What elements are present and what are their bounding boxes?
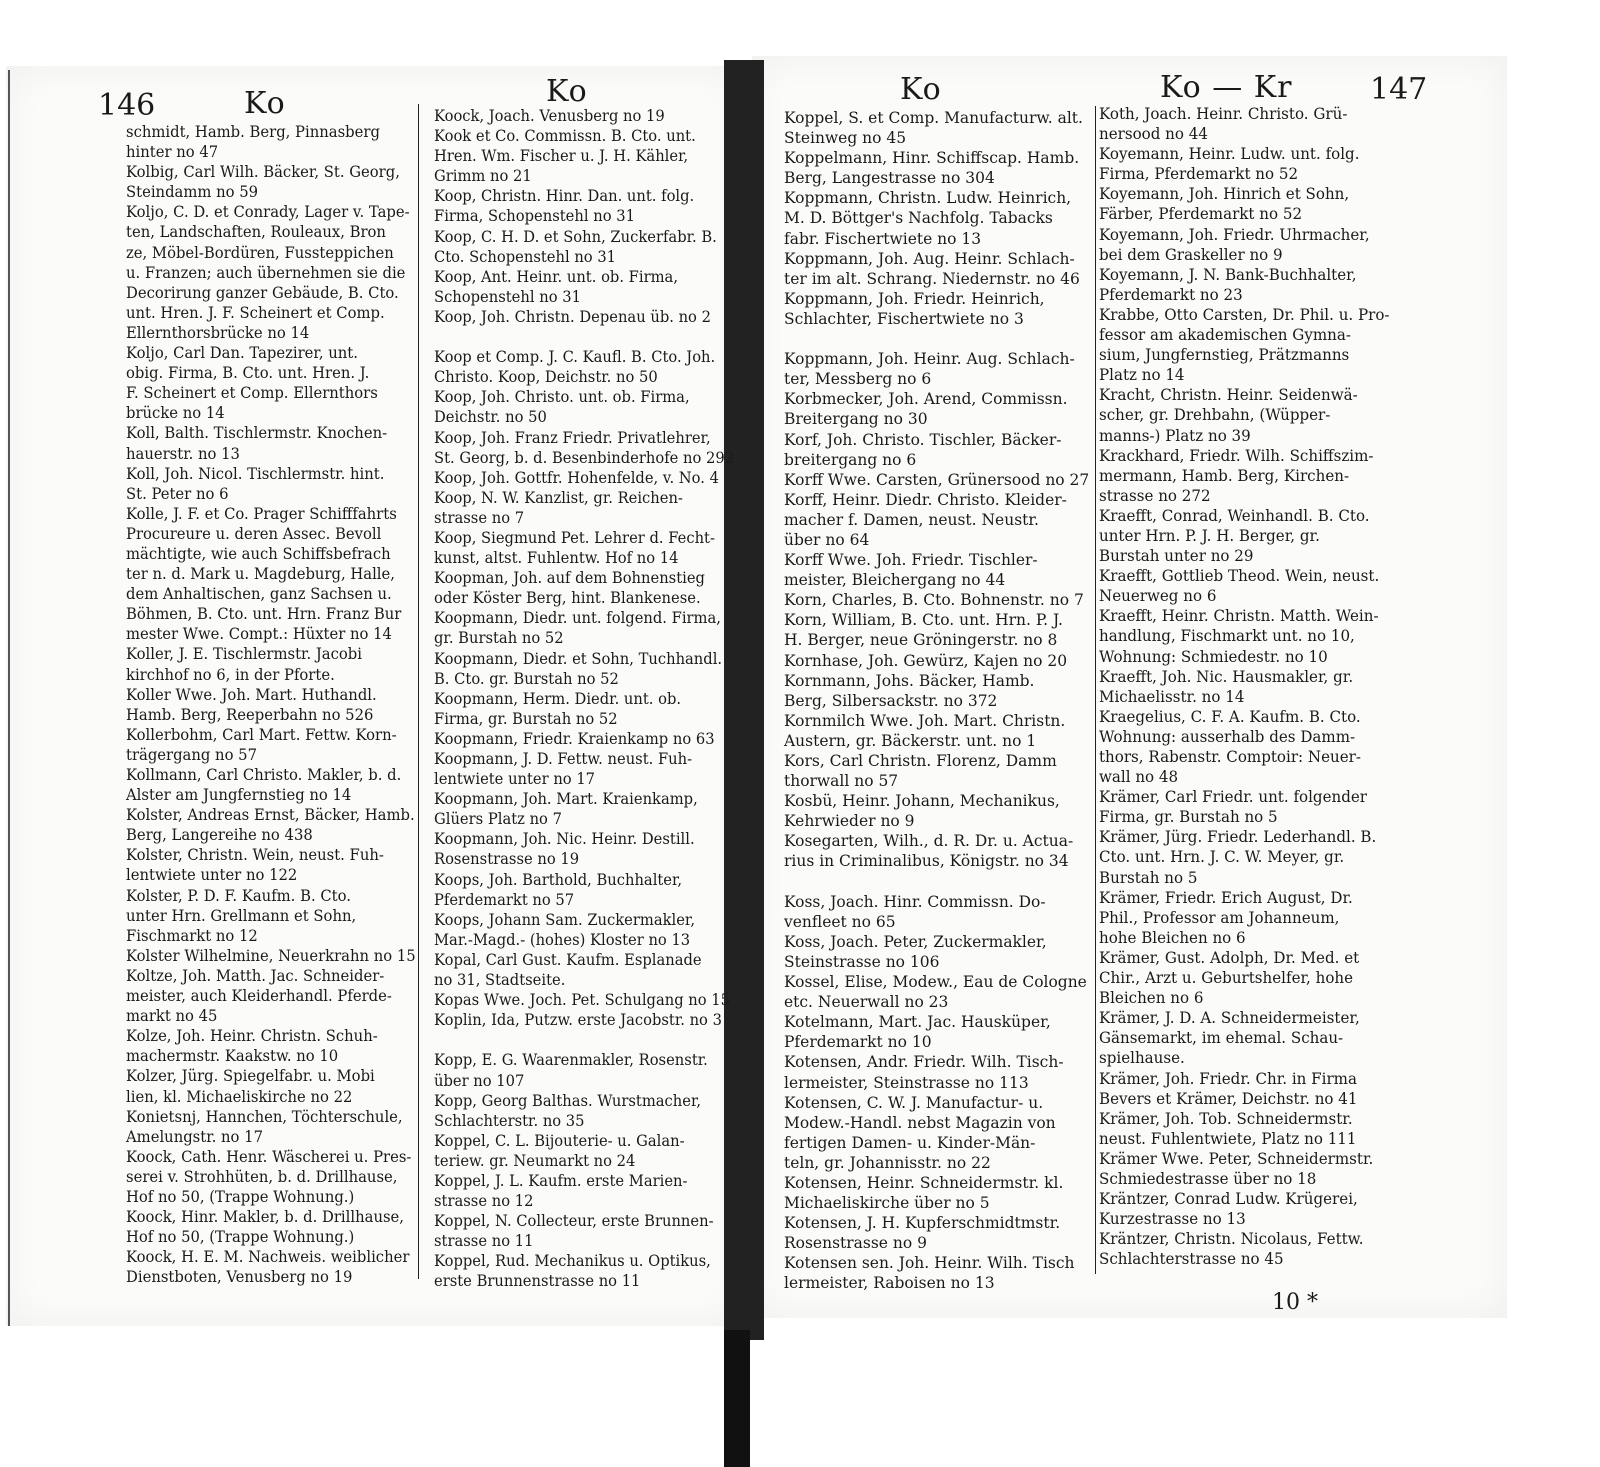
- directory-line: wall no 48: [1099, 768, 1179, 787]
- directory-line: Michaeliskirche über no 5: [784, 1194, 990, 1213]
- directory-line: B. Cto. gr. Burstah no 52: [434, 669, 619, 688]
- running-head-left-col1: Ko: [244, 86, 286, 121]
- directory-line: teriew. gr. Neumarkt no 24: [434, 1151, 636, 1170]
- directory-line: ze, Möbel-Bordüren, Fussteppichen: [126, 243, 394, 262]
- directory-line: Koock, Joach. Venusberg no 19: [434, 107, 665, 125]
- directory-line: Koll, Joh. Nicol. Tischlermstr. hint.: [126, 464, 385, 483]
- directory-line: Koops, Johann Sam. Zuckermakler,: [434, 910, 696, 929]
- directory-line: Koyemann, Heinr. Ludw. unt. folg.: [1099, 145, 1360, 164]
- directory-line: Hof no 50, (Trappe Wohnung.): [126, 1228, 355, 1247]
- directory-line: Koppelmann, Hinr. Schiffscap. Hamb.: [784, 149, 1080, 168]
- directory-line: Koop, Joh. Christo. unt. ob. Firma,: [434, 388, 690, 407]
- directory-line: Kornmilch Wwe. Joh. Mart. Christn.: [784, 711, 1066, 730]
- directory-line: handlung, Fischmarkt unt. no 10,: [1099, 627, 1355, 646]
- directory-line: thors, Rabenstr. Comptoir: Neuer-: [1099, 748, 1361, 766]
- directory-line: gr. Burstah no 52: [434, 629, 564, 648]
- directory-line: Kornhase, Joh. Gewürz, Kajen no 20: [784, 651, 1068, 670]
- directory-line: neust. Fuhlentwiete, Platz no 111: [1099, 1129, 1357, 1148]
- directory-line: trägergang no 57: [126, 745, 258, 764]
- directory-line: schmidt, Hamb. Berg, Pinnasberg: [126, 123, 380, 141]
- directory-line: Koljo, C. D. et Conrady, Lager v. Tape-: [126, 203, 410, 222]
- directory-line: macher f. Damen, neust. Neustr.: [784, 510, 1039, 529]
- directory-line: Kollmann, Carl Christo. Makler, b. d.: [126, 766, 402, 784]
- directory-line: Krämer, Joh. Friedr. Chr. in Firma: [1099, 1069, 1357, 1088]
- directory-line: Färber, Pferdemarkt no 52: [1099, 205, 1303, 224]
- directory-line: Austern, gr. Bäckerstr. unt. no 1: [784, 731, 1037, 750]
- directory-line: lentwiete unter no 122: [126, 866, 298, 885]
- directory-line: Bevers et Krämer, Deichstr. no 41: [1099, 1089, 1358, 1108]
- directory-line: Korff Wwe. Carsten, Grünersood no 27: [784, 470, 1090, 489]
- directory-line: Koll, Balth. Tischlermstr. Knochen-: [126, 424, 388, 443]
- directory-line: Steindamm no 59: [126, 183, 259, 202]
- running-head-right-col1: Ko: [900, 72, 942, 107]
- directory-line: Kosegarten, Wilh., d. R. Dr. u. Actua-: [784, 832, 1074, 851]
- directory-line: Koop, Ant. Heinr. unt. ob. Firma,: [434, 267, 679, 286]
- directory-line: Kolster Wilhelmine, Neuerkrahn no 15: [126, 946, 416, 965]
- directory-line: Kotensen, Heinr. Schneidermstr. kl.: [784, 1173, 1064, 1192]
- directory-line: Firma, gr. Burstah no 5: [1099, 808, 1278, 827]
- directory-line: hinter no 47: [126, 143, 219, 162]
- directory-line: Korn, William, B. Cto. unt. Hrn. P. J.: [784, 611, 1063, 630]
- directory-line: Pferdemarkt no 57: [434, 890, 575, 909]
- directory-line: Kraefft, Gottlieb Theod. Wein, neust.: [1099, 567, 1380, 586]
- directory-line: Hof no 50, (Trappe Wohnung.): [126, 1187, 355, 1206]
- directory-line: fessor am akademischen Gymna-: [1099, 326, 1351, 345]
- directory-line: no 31, Stadtseite.: [434, 971, 566, 990]
- directory-line: Firma, Pferdemarkt no 52: [1099, 165, 1299, 184]
- directory-line: Kotensen, Andr. Friedr. Wilh. Tisch-: [784, 1053, 1064, 1072]
- directory-line: [784, 329, 1089, 349]
- directory-line: manns-) Platz no 39: [1099, 426, 1251, 445]
- directory-line: Kollerbohm, Carl Mart. Fettw. Korn-: [126, 725, 397, 744]
- directory-line: Dienstboten, Venusberg no 19: [126, 1268, 353, 1287]
- directory-line: Koppel, J. L. Kaufm. erste Marien-: [434, 1171, 688, 1190]
- directory-line: fabr. Fischertwiete no 13: [784, 229, 982, 248]
- directory-line: Koplin, Ida, Putzw. erste Jacobstr. no 3: [434, 1011, 722, 1030]
- directory-line: erste Brunnenstrasse no 11: [434, 1272, 641, 1291]
- directory-line: Korf, Joh. Christo. Tischler, Bäcker-: [784, 430, 1062, 449]
- directory-line: Schmiedestrasse über no 18: [1099, 1169, 1317, 1188]
- directory-line: Koss, Joach. Peter, Zuckermakler,: [784, 932, 1047, 951]
- directory-line: Kolster, Andreas Ernst, Bäcker, Hamb.: [126, 806, 415, 825]
- directory-line: Kräntzer, Conrad Ludw. Krügerei,: [1099, 1190, 1358, 1209]
- directory-line: Phil., Professor am Johanneum,: [1099, 908, 1340, 927]
- directory-line: Koopman, Joh. auf dem Bohnenstieg: [434, 569, 705, 588]
- directory-line: Krämer Wwe. Peter, Schneidermstr.: [1099, 1149, 1374, 1168]
- directory-line: sium, Jungfernstieg, Prätzmanns: [1099, 346, 1350, 365]
- directory-line: Kors, Carl Christn. Florenz, Damm: [784, 752, 1057, 770]
- directory-line: Kolster, Christn. Wein, neust. Fuh-: [126, 846, 384, 865]
- directory-line: Koppel, Rud. Mechanikus u. Optikus,: [434, 1252, 711, 1271]
- directory-line: Rosenstrasse no 19: [434, 850, 580, 869]
- directory-line: Kolze, Joh. Heinr. Christn. Schuh-: [126, 1027, 378, 1046]
- directory-line: Kräntzer, Christn. Nicolaus, Fettw.: [1099, 1230, 1364, 1249]
- directory-line: Korff Wwe. Joh. Friedr. Tischler-: [784, 551, 1038, 570]
- directory-line: Michaelisstr. no 14: [1099, 687, 1245, 706]
- directory-line: Koopmann, Diedr. unt. folgend. Firma,: [434, 609, 721, 628]
- directory-line: lien, kl. Michaeliskirche no 22: [126, 1087, 353, 1106]
- directory-line: dem Anhaltischen, ganz Sachsen u.: [126, 585, 392, 604]
- directory-line: teln, gr. Johannisstr. no 22: [784, 1153, 991, 1172]
- directory-line: Kolster, P. D. F. Kaufm. B. Cto.: [126, 886, 351, 905]
- directory-line: Kraefft, Conrad, Weinhandl. B. Cto.: [1099, 506, 1370, 525]
- directory-line: Koock, H. E. M. Nachweis. weiblicher: [126, 1248, 410, 1267]
- directory-line: Koppmann, Joh. Friedr. Heinrich,: [784, 289, 1045, 308]
- directory-line: breitergang no 6: [784, 450, 917, 469]
- directory-line: hohe Bleichen no 6: [1099, 928, 1246, 947]
- directory-line: Kook et Co. Commissn. B. Cto. unt.: [434, 127, 696, 146]
- directory-line: Kraefft, Joh. Nic. Hausmakler, gr.: [1099, 667, 1354, 686]
- directory-line: Fischmarkt no 12: [126, 926, 258, 945]
- directory-line: Kracht, Christn. Heinr. Seidenwä-: [1099, 386, 1358, 405]
- directory-line: bei dem Graskeller no 9: [1099, 245, 1283, 264]
- directory-line: Grimm no 21: [434, 167, 532, 186]
- directory-line: Koock, Cath. Henr. Wäscherei u. Pres-: [126, 1147, 412, 1166]
- directory-line: Kopal, Carl Gust. Kaufm. Esplanade: [434, 950, 702, 969]
- directory-line: [434, 327, 734, 347]
- directory-line: unter Hrn. P. J. H. Berger, gr.: [1099, 526, 1320, 545]
- directory-line: F. Scheinert et Comp. Ellernthors: [126, 384, 378, 403]
- directory-line: meister, Bleichergang no 44: [784, 571, 1006, 590]
- directory-line: Koop, Joh. Christn. Depenau üb. no 2: [434, 307, 711, 326]
- directory-line: St. Peter no 6: [126, 484, 229, 503]
- directory-line: Koyemann, Joh. Friedr. Uhrmacher,: [1099, 225, 1370, 244]
- directory-line: mächtigte, wie auch Schiffsbefrach: [126, 544, 391, 563]
- directory-line: Koltze, Joh. Matth. Jac. Schneider-: [126, 966, 385, 985]
- directory-line: scher, gr. Drehbahn, (Wüpper-: [1099, 406, 1331, 425]
- directory-line: Wohnung: Schmiedestr. no 10: [1099, 647, 1328, 666]
- directory-line: markt no 45: [126, 1007, 218, 1026]
- directory-line: Gänsemarkt, im ehemal. Schau-: [1099, 1029, 1344, 1048]
- directory-line: Cto. unt. Hrn. J. C. W. Meyer, gr.: [1099, 848, 1345, 867]
- directory-line: Burstah no 5: [1099, 868, 1198, 887]
- directory-line: Koop, N. W. Kanzlist, gr. Reichen-: [434, 488, 683, 507]
- running-head-left-col2: Ko: [546, 74, 588, 109]
- directory-line: Procureure u. deren Assec. Bevoll: [126, 524, 382, 543]
- directory-line: Koopmann, Herm. Diedr. unt. ob.: [434, 689, 682, 708]
- directory-line: Kotelmann, Mart. Jac. Hausküper,: [784, 1013, 1051, 1032]
- directory-line: Koppel, S. et Comp. Manufacturw. alt.: [784, 109, 1083, 127]
- directory-line: Koppel, C. L. Bijouterie- u. Galan-: [434, 1131, 685, 1150]
- directory-line: Koopmann, Friedr. Kraienkamp no 63: [434, 729, 715, 748]
- directory-line: Schopenstehl no 31: [434, 287, 581, 306]
- directory-line: Rosenstrasse no 9: [784, 1234, 927, 1253]
- directory-line: Kotensen, J. H. Kupferschmidtmstr.: [784, 1214, 1061, 1233]
- directory-line: Koopmann, Joh. Mart. Kraienkamp,: [434, 790, 698, 809]
- directory-line: Steinstrasse no 106: [784, 952, 940, 971]
- directory-line: Koyemann, J. N. Bank-Buchhalter,: [1099, 265, 1357, 284]
- directory-line: strasse no 7: [434, 508, 525, 527]
- left-page-column-1: [126, 122, 416, 1287]
- directory-line: Kopp, Georg Balthas. Wurstmacher,: [434, 1091, 702, 1110]
- directory-line: Krackhard, Friedr. Wilh. Schiffszim-: [1099, 446, 1374, 465]
- directory-line: über no 107: [434, 1071, 525, 1090]
- directory-line: Mar.-Magd.- (hohes) Kloster no 13: [434, 930, 691, 949]
- directory-line: Schlachterstr. no 35: [434, 1111, 585, 1130]
- page-number-left: 146: [98, 88, 156, 123]
- directory-line: Korff, Heinr. Diedr. Christo. Kleider-: [784, 490, 1067, 509]
- directory-line: Krämer, J. D. A. Schneidermeister,: [1099, 1009, 1360, 1028]
- directory-line: ter im alt. Schrang. Niedernstr. no 46: [784, 269, 1080, 288]
- directory-line: Berg, Silbersackstr. no 372: [784, 691, 998, 710]
- directory-line: Koop, Siegmund Pet. Lehrer d. Fecht-: [434, 528, 715, 547]
- directory-line: Neuerweg no 6: [1099, 587, 1217, 606]
- signature-mark: 10 *: [1272, 1290, 1318, 1315]
- directory-line: meister, auch Kleiderhandl. Pferde-: [126, 987, 392, 1006]
- spine-bottom: [724, 1330, 750, 1467]
- directory-line: Koops, Joh. Barthold, Buchhalter,: [434, 870, 683, 889]
- directory-line: Krämer, Carl Friedr. unt. folgender: [1099, 788, 1368, 807]
- right-page-column-1: [784, 108, 1089, 1294]
- directory-line: strasse no 12: [434, 1192, 534, 1211]
- directory-line: unter Hrn. Grellmann et Sohn,: [126, 906, 357, 925]
- directory-line: Koyemann, Joh. Hinrich et Sohn,: [1099, 185, 1350, 204]
- directory-line: obig. Firma, B. Cto. unt. Hren. J.: [126, 364, 370, 383]
- page-edges: [8, 70, 50, 1326]
- directory-line: mester Wwe. Compt.: Hüxter no 14: [126, 625, 392, 644]
- directory-line: St. Georg, b. d. Besenbinderhofe no 292: [434, 448, 735, 467]
- directory-line: ter, Messberg no 6: [784, 370, 932, 389]
- column-rule-left: [418, 104, 419, 1279]
- directory-line: Kolzer, Jürg. Spiegelfabr. u. Mobi: [126, 1067, 375, 1086]
- directory-line: hauerstr. no 13: [126, 444, 240, 463]
- directory-line: kunst, altst. Fuhlentw. Hof no 14: [434, 549, 679, 568]
- column-rule-right: [1095, 106, 1096, 1274]
- directory-line: Deichstr. no 50: [434, 408, 547, 427]
- directory-line: Kopas Wwe. Joch. Pet. Schulgang no 15: [434, 991, 730, 1010]
- directory-line: nersood no 44: [1099, 125, 1208, 144]
- directory-line: Koppmann, Christn. Ludw. Heinrich,: [784, 189, 1072, 208]
- directory-line: Koth, Joach. Heinr. Christo. Grü-: [1099, 105, 1348, 123]
- directory-line: serei v. Strohhüten, b. d. Drillhause,: [126, 1167, 398, 1186]
- directory-line: Platz no 14: [1099, 366, 1185, 385]
- directory-line: [434, 1030, 734, 1050]
- directory-line: strasse no 11: [434, 1232, 534, 1251]
- directory-line: ter n. d. Mark u. Magdeburg, Halle,: [126, 565, 395, 584]
- directory-line: Koopmann, J. D. Fettw. neust. Fuh-: [434, 750, 693, 768]
- directory-line: Firma, Schopenstehl no 31: [434, 207, 635, 226]
- directory-line: Burstah unter no 29: [1099, 547, 1254, 566]
- directory-line: rius in Criminalibus, Königstr. no 34: [784, 852, 1069, 871]
- directory-line: Pferdemarkt no 23: [1099, 285, 1243, 304]
- directory-line: brücke no 14: [126, 404, 225, 423]
- directory-line: Kosbü, Heinr. Johann, Mechanikus,: [784, 792, 1060, 811]
- directory-line: Berg, Langestrasse no 304: [784, 169, 995, 188]
- directory-line: Kraefft, Heinr. Christn. Matth. Wein-: [1099, 607, 1379, 626]
- directory-line: Kopp, E. G. Waarenmakler, Rosenstr.: [434, 1051, 708, 1070]
- directory-line: Ellernthorsbrücke no 14: [126, 323, 310, 342]
- directory-line: lentwiete unter no 17: [434, 770, 596, 789]
- directory-line: Koop, Joh. Gottfr. Hohenfelde, v. No. 4: [434, 468, 719, 487]
- directory-line: kirchhof no 6, in der Pforte.: [126, 665, 335, 684]
- running-head-right-col2: Ko — Kr: [1160, 70, 1293, 105]
- directory-line: strasse no 272: [1099, 486, 1211, 505]
- directory-line: Christo. Koop, Deichstr. no 50: [434, 368, 658, 387]
- directory-line: Böhmen, B. Cto. unt. Hrn. Franz Bur: [126, 605, 402, 624]
- directory-line: Koller Wwe. Joh. Mart. Huthandl.: [126, 685, 377, 704]
- page-number-right: 147: [1370, 72, 1428, 107]
- directory-line: Firma, gr. Burstah no 52: [434, 709, 618, 728]
- directory-line: Kotensen sen. Joh. Heinr. Wilh. Tisch: [784, 1254, 1075, 1273]
- directory-line: Wohnung: ausserhalb des Damm-: [1099, 727, 1356, 746]
- directory-line: Krämer, Jürg. Friedr. Lederhandl. B.: [1099, 828, 1377, 847]
- directory-line: thorwall no 57: [784, 772, 899, 791]
- directory-line: Krabbe, Otto Carsten, Dr. Phil. u. Pro-: [1099, 305, 1390, 324]
- directory-line: Krämer, Joh. Tob. Schneidermstr.: [1099, 1109, 1353, 1128]
- directory-line: Koss, Joach. Hinr. Commissn. Do-: [784, 892, 1046, 911]
- directory-line: etc. Neuerwall no 23: [784, 993, 949, 1012]
- directory-line: Alster am Jungfernstieg no 14: [126, 786, 352, 805]
- directory-line: Koop, C. H. D. et Sohn, Zuckerfabr. B.: [434, 227, 717, 246]
- directory-line: [784, 872, 1089, 892]
- directory-line: Koppel, N. Collecteur, erste Brunnen-: [434, 1212, 714, 1231]
- directory-line: Konietsnj, Hannchen, Töchterschule,: [126, 1107, 403, 1126]
- directory-line: Koopmann, Diedr. et Sohn, Tuchhandl.: [434, 649, 723, 668]
- directory-line: Amelungstr. no 17: [126, 1127, 263, 1146]
- directory-line: Kraegelius, C. F. A. Kaufm. B. Cto.: [1099, 707, 1361, 726]
- directory-line: Korbmecker, Joh. Arend, Commissn.: [784, 390, 1068, 409]
- directory-line: mermann, Hamb. Berg, Kirchen-: [1099, 466, 1350, 485]
- directory-line: Chir., Arzt u. Geburtshelfer, hohe: [1099, 969, 1354, 988]
- directory-line: Hren. Wm. Fischer u. J. H. Kähler,: [434, 147, 689, 166]
- directory-line: Schlachter, Fischertwiete no 3: [784, 309, 1024, 328]
- directory-line: Koop et Comp. J. C. Kaufl. B. Cto. Joh.: [434, 348, 716, 367]
- directory-line: Krämer, Friedr. Erich August, Dr.: [1099, 888, 1353, 907]
- directory-line: Schlachterstrasse no 45: [1099, 1250, 1284, 1269]
- directory-line: Koopmann, Joh. Nic. Heinr. Destill.: [434, 830, 695, 849]
- directory-line: Kurzestrasse no 13: [1099, 1210, 1246, 1229]
- directory-line: Kossel, Elise, Modew., Eau de Cologne: [784, 973, 1087, 992]
- directory-line: Koop, Christn. Hinr. Dan. unt. folg.: [434, 187, 695, 206]
- directory-line: Berg, Langereihe no 438: [126, 826, 313, 845]
- directory-line: Krämer, Gust. Adolph, Dr. Med. et: [1099, 948, 1360, 967]
- directory-line: oder Köster Berg, hint. Blankenese.: [434, 589, 701, 608]
- directory-line: Decorirung ganzer Gebäude, B. Cto.: [126, 283, 399, 302]
- directory-line: Kolbig, Carl Wilh. Bäcker, St. Georg,: [126, 163, 400, 182]
- directory-line: Koop, Joh. Franz Friedr. Privatlehrer,: [434, 428, 711, 447]
- directory-line: venfleet no 65: [784, 912, 896, 931]
- left-page-column-2: [434, 106, 734, 1292]
- directory-line: ten, Landschaften, Rouleaux, Bron: [126, 223, 386, 242]
- directory-line: Glüers Platz no 7: [434, 810, 562, 829]
- directory-line: Koller, J. E. Tischlermstr. Jacobi: [126, 645, 362, 664]
- directory-line: Breitergang no 30: [784, 410, 928, 429]
- directory-line: Kotensen, C. W. J. Manufactur- u.: [784, 1093, 1044, 1112]
- directory-line: unt. Hren. J. F. Scheinert et Comp.: [126, 303, 385, 322]
- directory-line: Koljo, Carl Dan. Tapezirer, unt.: [126, 344, 358, 363]
- directory-line: H. Berger, neue Gröningerstr. no 8: [784, 631, 1058, 650]
- directory-line: Steinweg no 45: [784, 129, 907, 148]
- right-page-column-2: [1099, 104, 1390, 1269]
- directory-line: Pferdemarkt no 10: [784, 1033, 932, 1052]
- directory-line: Hamb. Berg, Reeperbahn no 526: [126, 705, 374, 724]
- directory-line: Koock, Hinr. Makler, b. d. Drillhause,: [126, 1208, 405, 1227]
- directory-line: Modew.-Handl. nebst Magazin von: [784, 1113, 1056, 1132]
- directory-line: machermstr. Kaakstw. no 10: [126, 1047, 339, 1066]
- directory-line: lermeister, Raboisen no 13: [784, 1274, 995, 1293]
- directory-line: Koppmann, Joh. Aug. Heinr. Schlach-: [784, 249, 1075, 268]
- directory-line: über no 64: [784, 530, 870, 549]
- directory-line: M. D. Böttger's Nachfolg. Tabacks: [784, 209, 1053, 228]
- directory-line: Kornmann, Johs. Bäcker, Hamb.: [784, 671, 1035, 690]
- directory-line: Kolle, J. F. et Co. Prager Schifffahrts: [126, 504, 397, 523]
- directory-line: Korn, Charles, B. Cto. Bohnenstr. no 7: [784, 591, 1084, 610]
- directory-line: spielhause.: [1099, 1049, 1185, 1068]
- directory-line: fertigen Damen- u. Kinder-Män-: [784, 1133, 1036, 1152]
- directory-line: Cto. Schopenstehl no 31: [434, 247, 617, 266]
- directory-line: Koppmann, Joh. Heinr. Aug. Schlach-: [784, 350, 1075, 369]
- directory-line: Kehrwieder no 9: [784, 812, 915, 831]
- directory-line: u. Franzen; auch übernehmen sie die: [126, 263, 406, 282]
- directory-line: Bleichen no 6: [1099, 989, 1204, 1008]
- directory-line: lermeister, Steinstrasse no 113: [784, 1073, 1029, 1092]
